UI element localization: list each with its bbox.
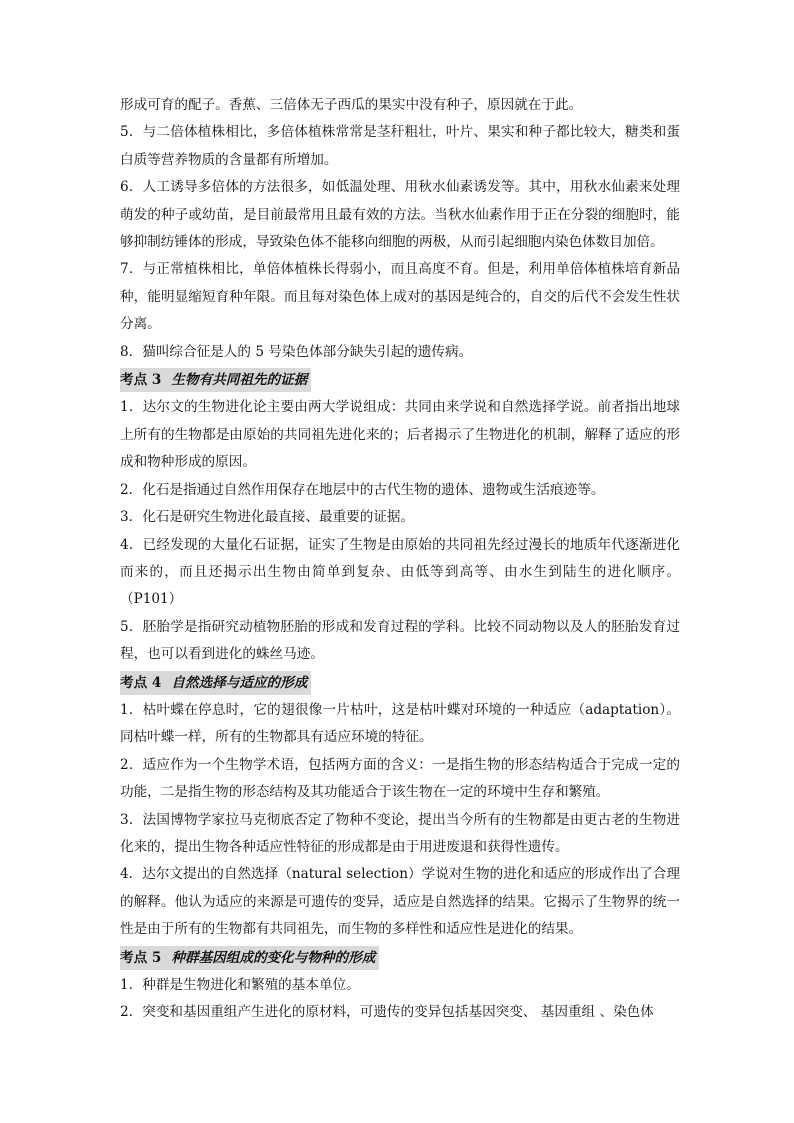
section-heading — [120, 944, 680, 972]
paragraph: 3．化石是研究生物进化最直接、最重要的证据。 — [120, 509, 415, 526]
paragraph: 6．人工诱导多倍体的方法很多，如低温处理、用秋水仙素诱发等。其中，用秋水仙素来处理萌发的种子或幼苗，是目前最常用且最有效的方法。当秋水仙素作用于正在分裂的细胞时，能够抑制纺锤体的形成，导致染色体不能移向细胞的两极，从而引起细胞内染色体数目加倍。 — [120, 179, 680, 251]
paragraph: 8．猫叫综合征是人的 5 号染色体部分缺失引起的遗传病。 — [120, 343, 473, 360]
heading-box — [120, 368, 311, 392]
paragraph: 7．与正常植株相比，单倍体植株长得弱小，而且高度不育。但是，利用单倍体植株培育新品种，能明显缩短育种年限。而且每对染色体上成对的基因是纯合的，自交的后代不会发生性状分离。 — [120, 261, 680, 333]
heading-label: 考点 3 — [120, 372, 162, 389]
paragraph: 1．枯叶蝶在停息时，它的翅很像一片枯叶，这是枯叶蝶对环境的一种适应（adaptation）。同枯叶蝶一样，所有的生物都具有适应环境的特征。 — [120, 701, 680, 746]
paragraph: 形成可育的配子。香蕉、三倍体无子西瓜的果实中没有种子，原因就在于此。 — [120, 97, 583, 113]
document-page — [120, 92, 680, 1027]
section-heading — [120, 669, 680, 697]
heading-box — [120, 671, 311, 695]
paragraph: 2．突变和基因重组产生进化的原材料，可遗传的变异包括基因突变、 基因重组 、染色体 — [120, 1004, 654, 1021]
heading-title: 生物有共同祖先的证据 — [171, 372, 308, 389]
paragraph: 5．胚胎学是指研究动植物胚胎的形成和发育过程的学科。比较不同动物以及人的胚胎发育过程，也可以看到进化的蛛丝马迹。 — [120, 618, 680, 663]
paragraph: 3．法国博物学家拉马克彻底否定了物种不变论，提出当今所有的生物都是由更古老的生物进化来的，提出生物各种适应性特征的形成都是由于用进废退和获得性遗传。 — [120, 811, 680, 855]
heading-title: 自然选择与适应的形成 — [171, 674, 308, 691]
paragraph: 4．达尔文提出的自然选择（natural selection）学说对生物的进化和适应的形成作出了合理的解释。他认为适应的来源是可遗传的变异，适应是自然选择的结果。它揭示了生物界的统一性是由于所有的生物都有共同祖先，而生物的多样性和适应性是进化的结果。 — [120, 866, 680, 938]
paragraph: 5．与二倍体植株相比，多倍体植株常常是茎秆粗壮，叶片、果实和种子都比较大，糖类和蛋白质等营养物质的含量都有所增加。 — [120, 124, 680, 168]
heading-label: 考点 4 — [120, 674, 162, 691]
heading-title: 种群基因组成的变化与物种的形成 — [171, 949, 376, 966]
section-heading — [120, 366, 680, 394]
heading-label: 考点 5 — [120, 949, 162, 966]
paragraph: 1．达尔文的生物进化论主要由两大学说组成：共同由来学说和自然选择学说。前者指出地球上所有的生物都是由原始的共同祖先进化来的；后者揭示了生物进化的机制，解释了适应的形成和物种形成的原因。 — [120, 399, 680, 471]
paragraph: 1．种群是生物进化和繁殖的基本单位。 — [120, 977, 360, 993]
paragraph: 4．已经发现的大量化石证据，证实了生物是由原始的共同祖先经过漫长的地质年代逐渐进化而来的，而且还揭示出生物由简单到复杂、由低等到高等、由水生到陆生的进化顺序。（P101） — [120, 536, 680, 608]
paragraph: 2．适应作为一个生物学术语，包括两方面的含义：一是指生物的形态结构适合于完成一定的功能，二是指生物的形态结构及其功能适合于该生物在一定的环境中生存和繁殖。 — [120, 756, 680, 801]
heading-box — [120, 946, 379, 970]
paragraph: 2．化石是指通过自然作用保存在地层中的古代生物的遗体、遗物或生活痕迹等。 — [120, 481, 605, 498]
